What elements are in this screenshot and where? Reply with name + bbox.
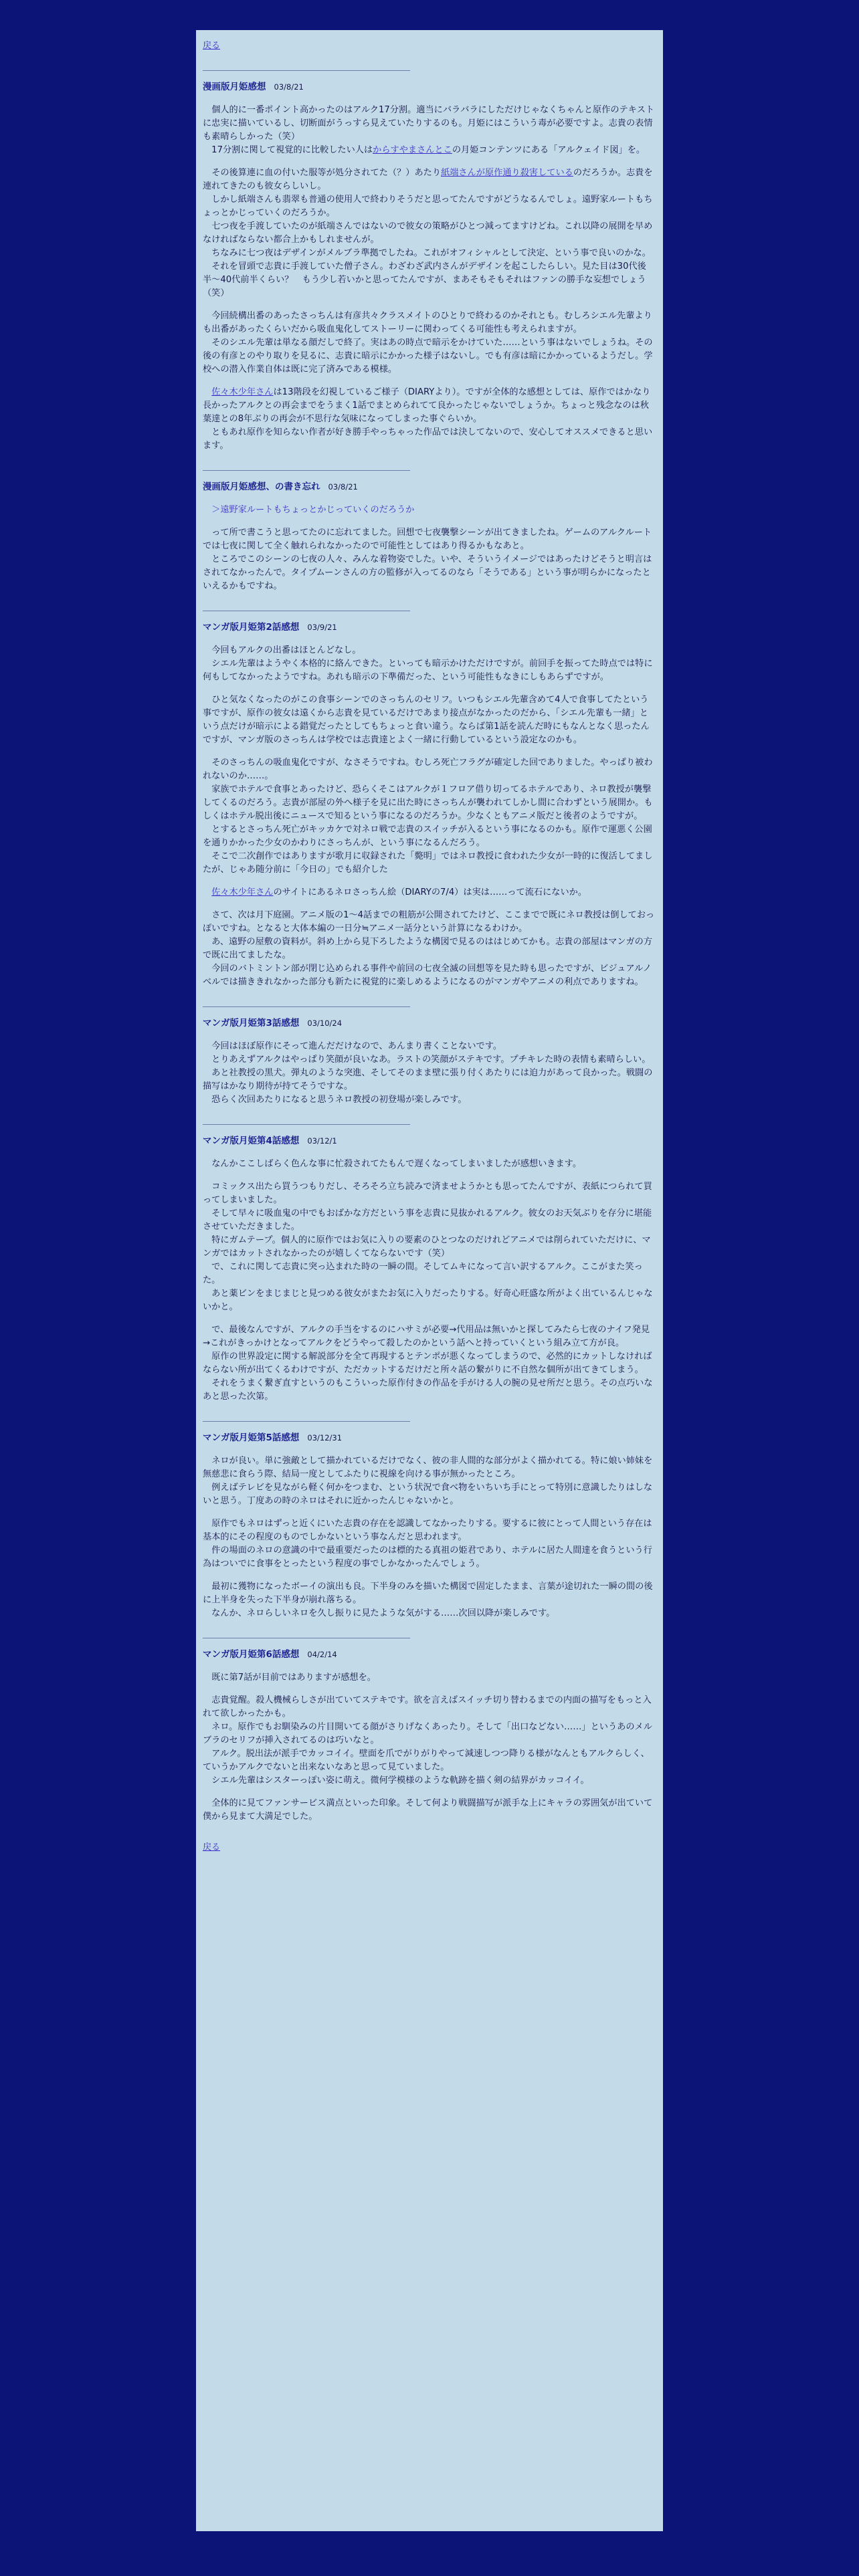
entry-paragraph: で、最後なんですが、アルクの手当をするのにハサミが必要→代用品は無いかと探してみたら七夜のナイフ発見→これがきっかけとなってアルクをどうやって殺したのかという話へと持っていくという組み立て方が良。 原作の世界設定に関する解説部分を全て再現するとテンポが悪くなってしまうので、必然的にカットしなければならない所が出てくるわけですが、ただカットするだけだと所々話の繋がりに不自然な個所が出てきてしまう。 それをうまく繋ぎ直すというのもこういった原作付きの作品を手がける人の腕の見せ所だと思う。その点巧いなあと思った次第。 <box>203 1325 653 1402</box>
entry-header <box>203 480 656 494</box>
inline-link[interactable]: 紙端さんが原作通り殺害している <box>441 168 573 178</box>
entry-date: 03/12/31 <box>307 1433 343 1442</box>
paragraph-text: のサイトにあるネロさっちん絵（DIARYの7/4）は実は……って流石にないか。 <box>273 887 587 897</box>
entry-divider <box>203 470 410 471</box>
diary-entry <box>203 1016 656 1107</box>
entry-title: マンガ版月姫第4話感想 <box>203 1136 300 1146</box>
diary-entries <box>203 70 656 1824</box>
entry-paragraph <box>203 886 656 899</box>
entry-paragraph: ひと気なくなったのがこの食事シーンでのさっちんのセリフ。いつもシエル先輩含めて4人で食事してたという事ですが、原作の彼女は遠くから志貴を見ているだけであまり接点がなかったのだから、「シエル先輩も一緒」という点だけが暗示による錯覚だったとしてもちょっと食い違う。ならば第1話を読んだ時にもなんとなく思ったんですが、マンガ版のさっちんは学校では志貴達とよく一緒に行動しているという設定なのかも。 <box>203 695 650 745</box>
entry-paragraph: 全体的に見てファンサービス満点といった印象。そして何より戦闘描写が派手な上にキャラの雰囲気が出ていて僕から見まて大満足でした。 <box>203 1798 653 1822</box>
entry-paragraph: 原作でもネロはずっと近くにいた志貴の存在を認識してなかったりする。要するに彼にとって人間という存在は基本的にその程度のものでしかないという事なんだと思われます。 件の場面のネロの意識の中で最重要だったのは標的たる真祖の姫君であり、ホテルに居た人間達を食うという行為はついでに食事をとったという程度の事でしかなかったんでしょう。 <box>203 1519 652 1569</box>
entry-header <box>203 1648 656 1662</box>
paragraph-text: その後算連に血の付いた服等が処分されてた（？）あたり <box>211 168 442 178</box>
diary-entry <box>203 1648 656 1824</box>
entry-paragraph: なんかここしばらく色んな事に忙殺されてたもんで遅くなってしまいましたが感想いきます。 <box>211 1159 582 1169</box>
back-link-top[interactable]: 戻る <box>203 41 221 51</box>
inline-link[interactable]: 佐々木少年さん <box>211 387 274 397</box>
diary-entry <box>203 1431 656 1620</box>
entry-paragraph: 既に第7話が目前ではありますが感想を。 <box>211 1673 376 1683</box>
entry-paragraph: 今回はほぼ原作にそって進んだだけなので、あんまり書くことないです。 とりあえずアルクはやっぱり笑顔が良いなあ。ラストの笑顔がステキです。プチキレた時の表情も素晴らしい。 あと社教授の黒犬。弾丸のような突進、そしてそのまま壁に張り付くあたりには迫力があって良かった。戦闘の描写はかなり期待が持てそうですな。 恐らく次回あたりになると思うネロ教授の初登場が楽しみです。 <box>203 1041 653 1105</box>
paragraph-text: の月姫コンテンツにある「アルクェイド図」を。 <box>452 145 646 155</box>
entry-date: 03/8/21 <box>274 82 304 92</box>
entry-paragraph: コミックス出たら買うつもりだし、そろそろ立ち読みで済ませようかとも思ってたんですが、表紙につられて買ってしまいました。 そして早々に吸血鬼の中でもおばかな方だという事を志貴に見抜かれるアルク。彼女のお天気ぶりを存分に堪能させていただきました。 特にガムテープ。個人的に原作ではお気に入りの要素のひとつなのだけれどアニメでは削られていただけに、マンガではカットされなかったのが嬉しくてならないです（笑） で、これに関して志貴に突っ込まれた時の一瞬の間。そしてムキになって言い訳するアルク。ここがまた笑った。 あと薬ビンをまじまじと見つめる彼女がまたお気に入りだったりする。好奇心旺盛な所がよく出ているんじゃないかと。 <box>203 1182 653 1312</box>
entry-paragraph: 今回もアルクの出番はほとんどなし。 シエル先輩はようやく本格的に絡んできた。といっても暗示かけただけですが。前回手を振ってた時点では特に何もしてなかったようですね。あれも暗示の下準備だった、という可能性もなきにしもあらずですが。 <box>203 645 653 682</box>
diary-entry <box>203 480 656 593</box>
entry-date: 04/2/14 <box>307 1650 337 1659</box>
content-panel <box>196 30 663 2531</box>
entry-title: 漫画版月姫感想、の書き忘れ <box>203 481 320 492</box>
entry-paragraph: ネロが良い。単に強敵として描かれているだけでなく、彼の非人間的な部分がよく描かれてる。特に娘い姉妹を無慈悲に食らう際、結局一度としてふたりに視線を向ける事が無かったところ。 例えばテレビを見ながら軽く何かをつまむ、という状況で食べ物をいちいち手にとって特別に意識したりはしないと思う。丁度あの時のネロはそれに近かったんじゃないかと。 <box>203 1456 653 1506</box>
entry-paragraph: そのさっちんの吸血鬼化ですが、なさそうですね。むしろ死亡フラグが確定した回でありました。やっぱり被われないのか……。 家族でホテルで食事とあったけど、恐らくそこはアルクが１フロア借り切ってるホテルであり、ネロ教授が襲撃してくるのだろう。志貴が部屋の外へ様子を見に出た時にさっちんが襲われてしかし間に合わずという展開か。もしくはホテル脱出後にニュースで知るという事になるのだろうか。少なくともアニメ版だと後者のようですが。 とするとさっちん死亡がキッカケで対ネロ戦で志貴のスイッチが入るという事になるのかも。原作で運悪く公園を通りかかった少女のかわりにさっちんが、という事になるんだろう。 そこで二次創作ではありますが歌月に収録された「斃明」ではネロ教授に食われた少女が一時的に復活してましたが、じゃあ随分前に「今日の」でも紹介した <box>203 758 653 875</box>
entry-header <box>203 80 656 94</box>
entry-title: マンガ版月姫第5話感想 <box>203 1432 300 1443</box>
diary-entry <box>203 1134 656 1404</box>
entry-paragraph <box>203 104 656 157</box>
back-link-bottom[interactable]: 戻る <box>203 1842 221 1852</box>
diary-entry <box>203 621 656 989</box>
entry-date: 03/12/1 <box>307 1136 337 1146</box>
entry-divider <box>203 1421 410 1422</box>
entry-paragraph: 志貴覚醒。殺人機械らしさが出ていてステキです。欲を言えばスイッチ切り替わるまでの内面の描写をもっと入れて欲しかったかも。 ネロ。原作でもお馴染みの片目開いてる顔がさりげなくあったり。そして「出口などない……」というあのメルブラのセリフが挿入されてるのは巧いなと。 アルク。脱出法が派手でカッコイイ。壁面を爪でがりがりやって減速しつつ降りる様がなんともアルクらしく、ていうかアルクでないと出来ないなあと思って見ていました。 シエル先輩はシスターっぽい姿に萌え。微何学模様のような軌跡を描く剣の結界がカッコイイ。 <box>203 1695 652 1786</box>
paragraph-text: 個人的に一番ポイント高かったのはアルク17分割。適当にバラバラにしただけじゃなくちゃんと原作のテキストに忠実に描いているし、切断面がうっすら見えていたりするのも。月姫にはこういう毒が必要ですよ。志貴の表情も素晴らしかった（笑） 17分割に関して視覚的に比較したい人は <box>203 105 655 155</box>
entry-paragraph <box>203 386 656 453</box>
diary-entry <box>203 80 656 453</box>
entry-paragraph: 最初に獲物になったボーイの演出も良。下半身のみを描いた構図で固定したまま、言葉が途切れた一瞬の間の後に上半身を失った下半身が崩れ落ちる。 なんか、ネロらしいネロを久し振りに見たような気がする……次回以降が楽しみです。 <box>203 1582 653 1618</box>
entry-title: マンガ版月姫第2話感想 <box>203 622 300 633</box>
entry-title: 漫画版月姫感想 <box>203 82 266 92</box>
entry-header <box>203 1134 656 1148</box>
paragraph-text: のだろうか。志貴を連れてきたのも彼女らしいし。 しかし紙端さんも翡翠も普通の使用人で終わりそうだと思ってたんですがどうなるんでしょ。遠野家ルートもちょっとかじっていくのだろうか。 七つ夜を手渡していたのが紙端さんではないので彼女の策略がひとつ減ってますけどね。これ以降の展開を早めなければならない都合上かもしれませんが。 ちなみに七つ夜はデザインがメルブラ準拠でしたね。これがオフィシャルとして決定、という事で良いのかな。 それを冒頭で志貴に手渡していた僧子さん。わざわざ武内さんがデザインを起こしたらしい。見た目は30代後半〜40代前半くらい？ もう少し若いかと思ってたんですが、まあそもそもそれはファンの勝手な妄想でしょう（笑） <box>203 168 653 298</box>
entry-paragraph <box>203 167 656 300</box>
entry-divider <box>203 1006 410 1007</box>
paragraph-text: は13階段を幻視しているご様子（DIARYより）。ですが全体的な感想としては、原作ではかなり長かったアルクとの再会までをうまく1話でまとめられてて良かったじゃないでしょうか。ちょっと残念なのは秋葉達との8年ぶりの再会が不思行な気味になってしまった事ぐらいか。 ともあれ原作を知らない作者が好き勝手やっちゃった作品では決してないので、安心してオススメできると思います。 <box>203 387 653 451</box>
entry-title: マンガ版月姫第3話感想 <box>203 1018 300 1029</box>
entry-paragraph: 今回続構出番のあったさっちんは有彦共々クラスメイトのひとりで終わるのかそれとも。むしろシエル先輩よりも出番があったくらいだから吸血鬼化してストーリーに関わってくる可能性も考えられますが。 そのシエル先輩は単なる顔だしで終了。実はあの時点で暗示をかけていた……という事はないでしょうね。その後の有彦とのやり取りを見るに、志貴に暗示にかかった様子はないし。でも有彦は暗にかかっているようだし。学校への潜入作業自体は既に完了済みである模様。 <box>203 311 653 374</box>
entry-header <box>203 621 656 635</box>
entry-paragraph: って所で書こうと思ってたのに忘れてました。回想で七夜襲撃シーンが出てきましたね。ゲームのアルクルートでは七夜に関して全く触れられなかったので可能性としてはあり得るかもなあと。 ところでこのシーンの七夜の人々、みんな着物姿でした。いや、そういうイメージではあったけどそうと明言はされてなかったんで。タイプムーンさんの方の監修が入ってるのなら「そうである」という事が明らかになったといえるかもですね。 <box>203 528 652 591</box>
entry-date: 03/8/21 <box>328 482 358 492</box>
entry-title: マンガ版月姫第6話感想 <box>203 1649 300 1660</box>
entry-quote: ＞遠野家ルートもちょっとかじっていくのだろうか <box>211 505 415 515</box>
entry-header <box>203 1431 656 1445</box>
entry-divider <box>203 70 410 71</box>
entry-paragraph: さて、次は月下庭園。アニメ版の1〜4話までの粗筋が公開されてたけど、ここまでで既にネロ教授は倒しておっぽいですね。となると大体本編の一日分≒アニメ一話分という計算になるわけか。 あ、遠野の屋敷の資料が。斜め上から見下ろしたような構図で見るのははじめてかも。志貴の部屋はマンガの方で既に出てましたな。 今回のバトミントン部が閉じ込められる事件や前回の七夜全滅の回想等を見た時も思ったですが、ビジュアルノベルでは描ききれなかった部分も新たに視覚的に楽しめるようになるのがマンガやアニメの利点でありますね。 <box>203 910 655 987</box>
inline-link[interactable]: 佐々木少年さん <box>211 887 274 897</box>
inline-link[interactable]: からすやまさんとこ <box>373 145 452 155</box>
entry-date: 03/9/21 <box>307 623 337 632</box>
entry-divider <box>203 1124 410 1125</box>
entry-date: 03/10/24 <box>307 1018 343 1028</box>
entry-header <box>203 1016 656 1031</box>
